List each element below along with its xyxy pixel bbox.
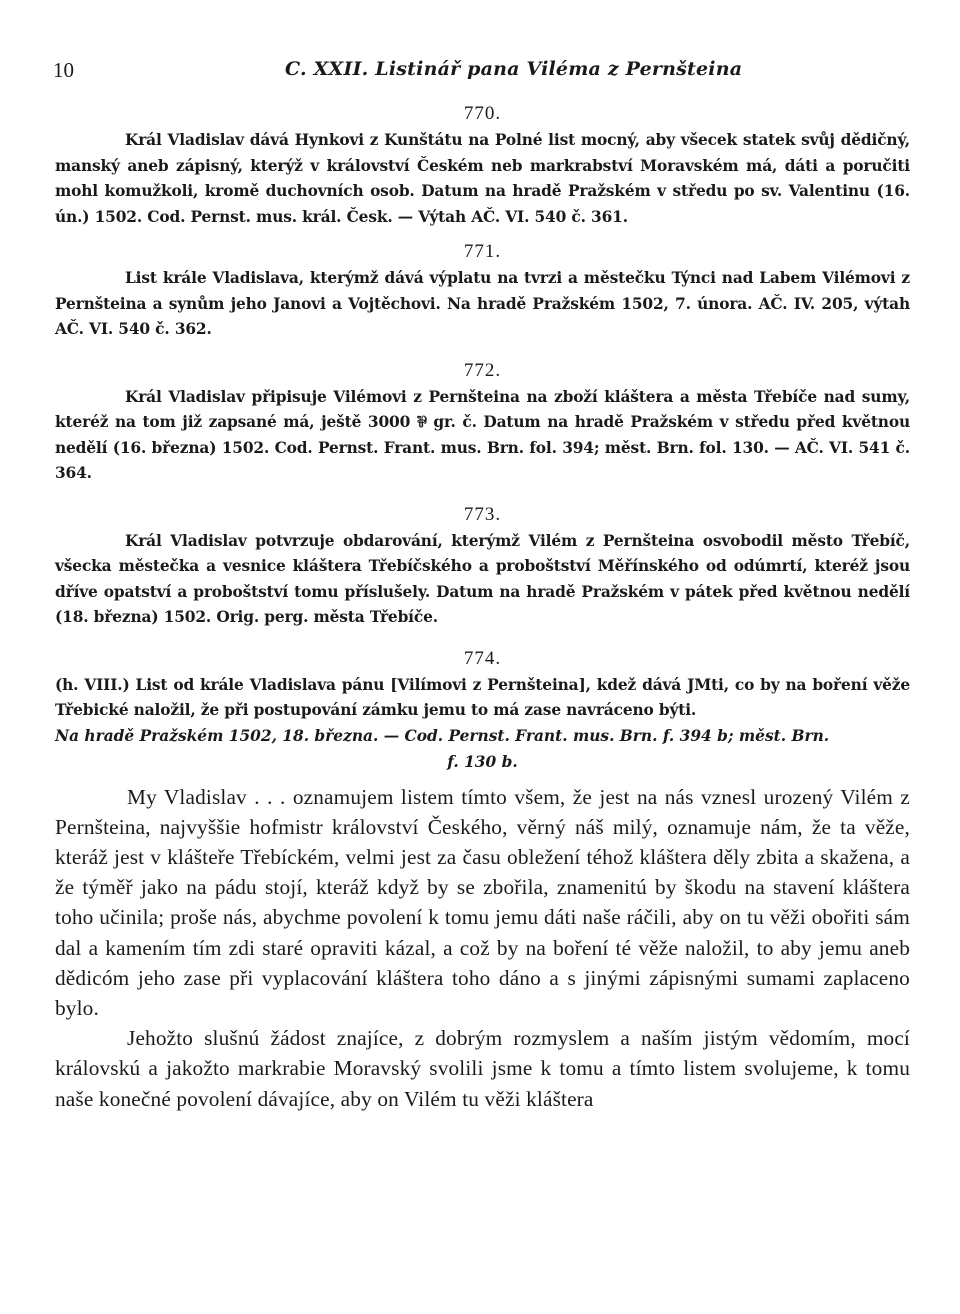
entry-774: [55, 645, 910, 1114]
document-page: [55, 52, 910, 1114]
body-paragraph: Jehožto slušnú žádost znajíce, z dobrým rozmyslem a naším jistým vědomím, mocí královskú a jakožto markrabie Moravský svolili jsme k tomu a tímto listem svolujeme, k tomu naše konečné povolení dávajíce, aby on Vilém tu věži kláštera: [55, 1026, 910, 1111]
entry-regest: Král Vladislav dává Hynkovi z Kunštátu na Polné list mocný, aby všecek statek svůj dědičný, manský aneb zápisný, kterýž v království Českém neb markrabství Moravském má, dáti a poručiti mohl komužkoli, kromě duchovních osob. Datum na hradě Pražském v středu po sv. Valentinu (16. ún.) 1502. Cod. Pernst. mus. král. Česk. — Výtah AČ. VI. 540 č. 361.: [55, 131, 910, 226]
entry-source-tail: f. 130 b.: [447, 752, 518, 771]
entry-number: 771.: [463, 241, 502, 262]
entry-regest: (h. VIII.) List od krále Vladislava pánu [Vilímovi z Pernšteina], kdež dává JMti, co by na boření věže Třebické naložil, že při postupování zámku jemu to má zase navráceno býti.: [55, 675, 910, 719]
page-number: 10: [53, 58, 74, 82]
entry-source: Na hradě Pražském 1502, 18. března. — Cod. Pernst. Frant. mus. Brn. f. 394 b; měst. Brn.: [55, 726, 830, 745]
entry-regest: List krále Vladislava, kterýmž dává výplatu na tvrzi a městečku Týnci nad Labem Vilémovi z Pernšteina a synům jeho Janovi a Vojtěchovi. Na hradě Pražském 1502, 7. února. AČ. IV. 205, výtah AČ. VI. 540 č. 362.: [55, 269, 910, 338]
entry-number: 773.: [463, 503, 502, 525]
entry-regest: Král Vladislav připisuje Vilémovi z Pernšteina na zboží kláštera a města Třebíče nad sumy, kteréž na tom již zapsané má, ještě 3000 ⅌ gr. č. Datum na hradě Pražském v středu před květnou nedělí (16. března) 1502. Cod. Pernst. Frant. mus. Brn. fol. 394; měst. Brn. fol. 130. — AČ. VI. 541 č. 364.: [55, 387, 910, 482]
entry-770: [55, 100, 910, 230]
entry-number: 770.: [463, 103, 502, 124]
entry-regest: Král Vladislav potvrzuje obdarování, kterýmž Vilém z Pernšteina osvobodil město Třebíč, všecka městečka a vesnice kláštera Třebíčského a proboštství Měřínského od odúmrtí, kteréž jsou dříve opatství a proboštství tomu příslušely. Datum na hradě Pražském v pátek před květnou nedělí (18. března) 1502. Orig. perg. města Třebíče.: [55, 531, 910, 626]
entry-772: [55, 357, 910, 487]
running-head: [55, 52, 910, 92]
entry-771: [55, 238, 910, 343]
entry-number: 772.: [463, 359, 502, 381]
body-paragraph: My Vladislav . . . oznamujem listem tímto všem, že jest na nás vznesl urozený Vilém z Pernšteina, najvyššie hofmistr království Českého, věrný náš milý, oznamuje nám, že ta věže, kteráž jest v klášteře Třebíckém, velmi jest za času obležení téhož kláštera děly zbita a skažena, a že týměř jako na pádu stojí, kteráž když by se zbořila, znamenitú by škodu na stavení kláštera toho učinila; proše nás, abychme povolení k tomu jemu dáti naše ráčili, aby on tu věži obořiti sám dal a kamením tím zdi staré opraviti kázal, a což by na boření té věže naložil, to aby jemu aneb dědicóm jeho zase při vyplacování kláštera toho dáno a s jinými zápisnými sumami zaplaceno bylo.: [55, 784, 910, 1020]
entry-number: 774.: [463, 647, 502, 669]
running-head-title: C. XXII. Listinář pana Viléma z Pernšteina: [285, 58, 743, 80]
entry-773: [55, 501, 910, 631]
